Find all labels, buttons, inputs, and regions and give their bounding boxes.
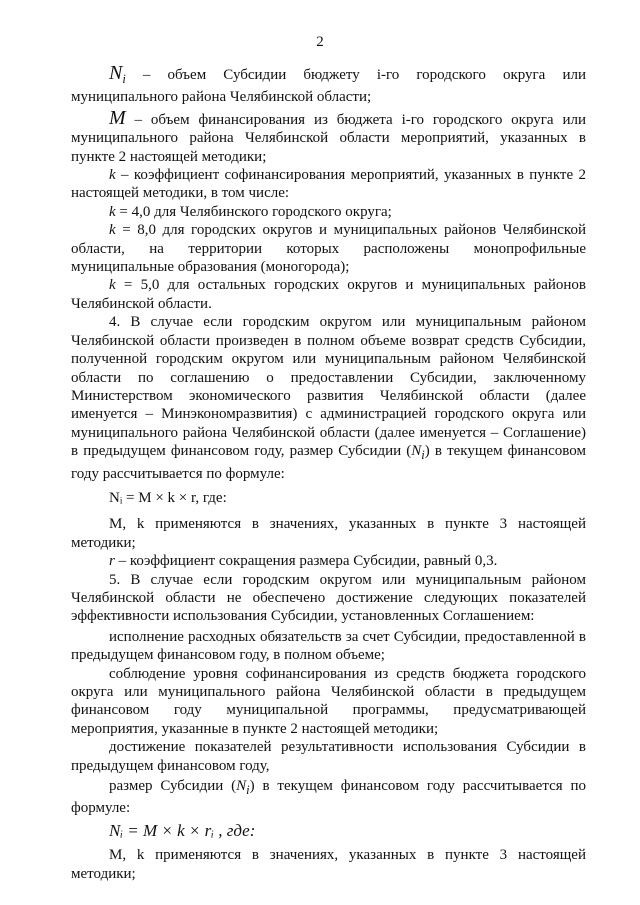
paragraph-text: – коэффициент сокращения размера Субсидии, равный 0,3.	[114, 553, 498, 570]
paragraph-r-definition	[71, 552, 586, 570]
paragraph-clause-4	[71, 313, 586, 483]
paragraph-mk-values	[71, 515, 586, 552]
symbol-n: N	[109, 62, 123, 84]
symbol-m: M	[109, 106, 126, 129]
symbol-n: N	[411, 443, 422, 460]
symbol-k: k	[109, 277, 116, 294]
paragraph-text: 4. В случае если городским округом или муниципальным районом Челябинской области произведен в полном объеме возврат средств Субсидии, полученной городским округом или муниципальным районом Челябинской области по соглашению о предоставлении Субсидии, заключенному Министерством экономического развития Челябинской области (далее именуется – Минэкономразвития) с администрацией городского округа или муниципального района Челябинской области (далее именуется – Соглашение) в предыдущем финансовом году, размер Субсидии (	[71, 314, 586, 460]
paragraph-text: соблюдение уровня софинансирования из средств бюджета городского округа или муниципального района Челябинской области в предыдущем финансовом году муниципальной программы, предусматривающей мероприятия, указанные в пункте 2 настоящей методики;	[71, 665, 586, 737]
paragraph-text: ) в текущем финансовом году рассчитывается по формуле:	[71, 778, 587, 817]
symbol-k: k	[109, 167, 116, 184]
paragraph-k-others	[71, 276, 586, 313]
paragraph-text: – объем Субсидии бюджету i-го городского округа или муниципального района Челябинской области;	[71, 67, 586, 106]
paragraph-m-definition	[71, 106, 586, 166]
paragraph-text: = 4,0 для Челябинского городского округа;	[115, 203, 392, 220]
symbol-subscript-i: i	[246, 783, 250, 798]
paragraph-clause-5	[71, 571, 586, 626]
symbol-n: N	[236, 778, 247, 795]
paragraph-text: достижение показателей результативности использования Субсидии в предыдущем финансовом году,	[71, 739, 586, 774]
paragraph-ni-definition	[71, 64, 586, 107]
symbol-r: r	[109, 553, 115, 570]
formula-1: Nᵢ = M × k × r, где:	[109, 489, 227, 506]
paragraph-mk-values-2	[71, 846, 586, 883]
paragraph-text: исполнение расходных обязательств за счет Субсидии, предоставленной в предыдущем финансовом году, в полном объеме;	[71, 628, 586, 664]
paragraph-text: – коэффициент софинансирования мероприятий, указанных в пункте 2 настоящей методики, в том числе:	[71, 167, 586, 202]
document-body	[71, 64, 586, 883]
page-number: 2	[316, 34, 324, 50]
paragraph-text: M, k применяются в значениях, указанных в пункте 3 настоящей методики;	[71, 516, 586, 551]
symbol-subscript-i: i	[421, 448, 425, 463]
paragraph-text: 5. В случае если городским округом или муниципальным районом Челябинской области не обеспечено достижение следующих показателей эффективности использования Субсидии, установленных Соглашением:	[71, 571, 586, 625]
paragraph-criterion-3	[71, 738, 586, 775]
paragraph-text: = 5,0 для остальных городских округов и муниципальных районов Челябинской области.	[71, 277, 586, 312]
paragraph-criterion-1	[71, 628, 586, 665]
paragraph-criterion-2	[71, 665, 586, 739]
symbol-k: k	[109, 203, 116, 220]
paragraph-text: M, k применяются в значениях, указанных в пункте 3 настоящей методики;	[71, 847, 586, 882]
formula-2: Nᵢ = M × k × rᵢ , где:	[109, 820, 256, 840]
paragraph-subsidy-size	[71, 777, 586, 818]
paragraph-k-monotowns	[71, 221, 586, 276]
paragraph-text: размер Субсидии (	[109, 778, 237, 795]
paragraph-k-definition	[71, 166, 586, 203]
symbol-subscript-i: i	[122, 72, 126, 86]
symbol-k: k	[109, 222, 116, 239]
paragraph-k-chelyabinsk	[71, 203, 586, 221]
paragraph-text: ) в текущем финансовом году рассчитывается по формуле:	[71, 443, 586, 482]
paragraph-text: = 8,0 для городских округов и муниципальных районов Челябинской области, на территории которых расположены монопрофильные муниципальные образования (моногорода);	[71, 222, 586, 276]
paragraph-text: – объем финансирования из бюджета i-го городского округа или муниципального района Челябинской области мероприятий, указанных в пункте 2 настоящей методики;	[71, 111, 586, 165]
